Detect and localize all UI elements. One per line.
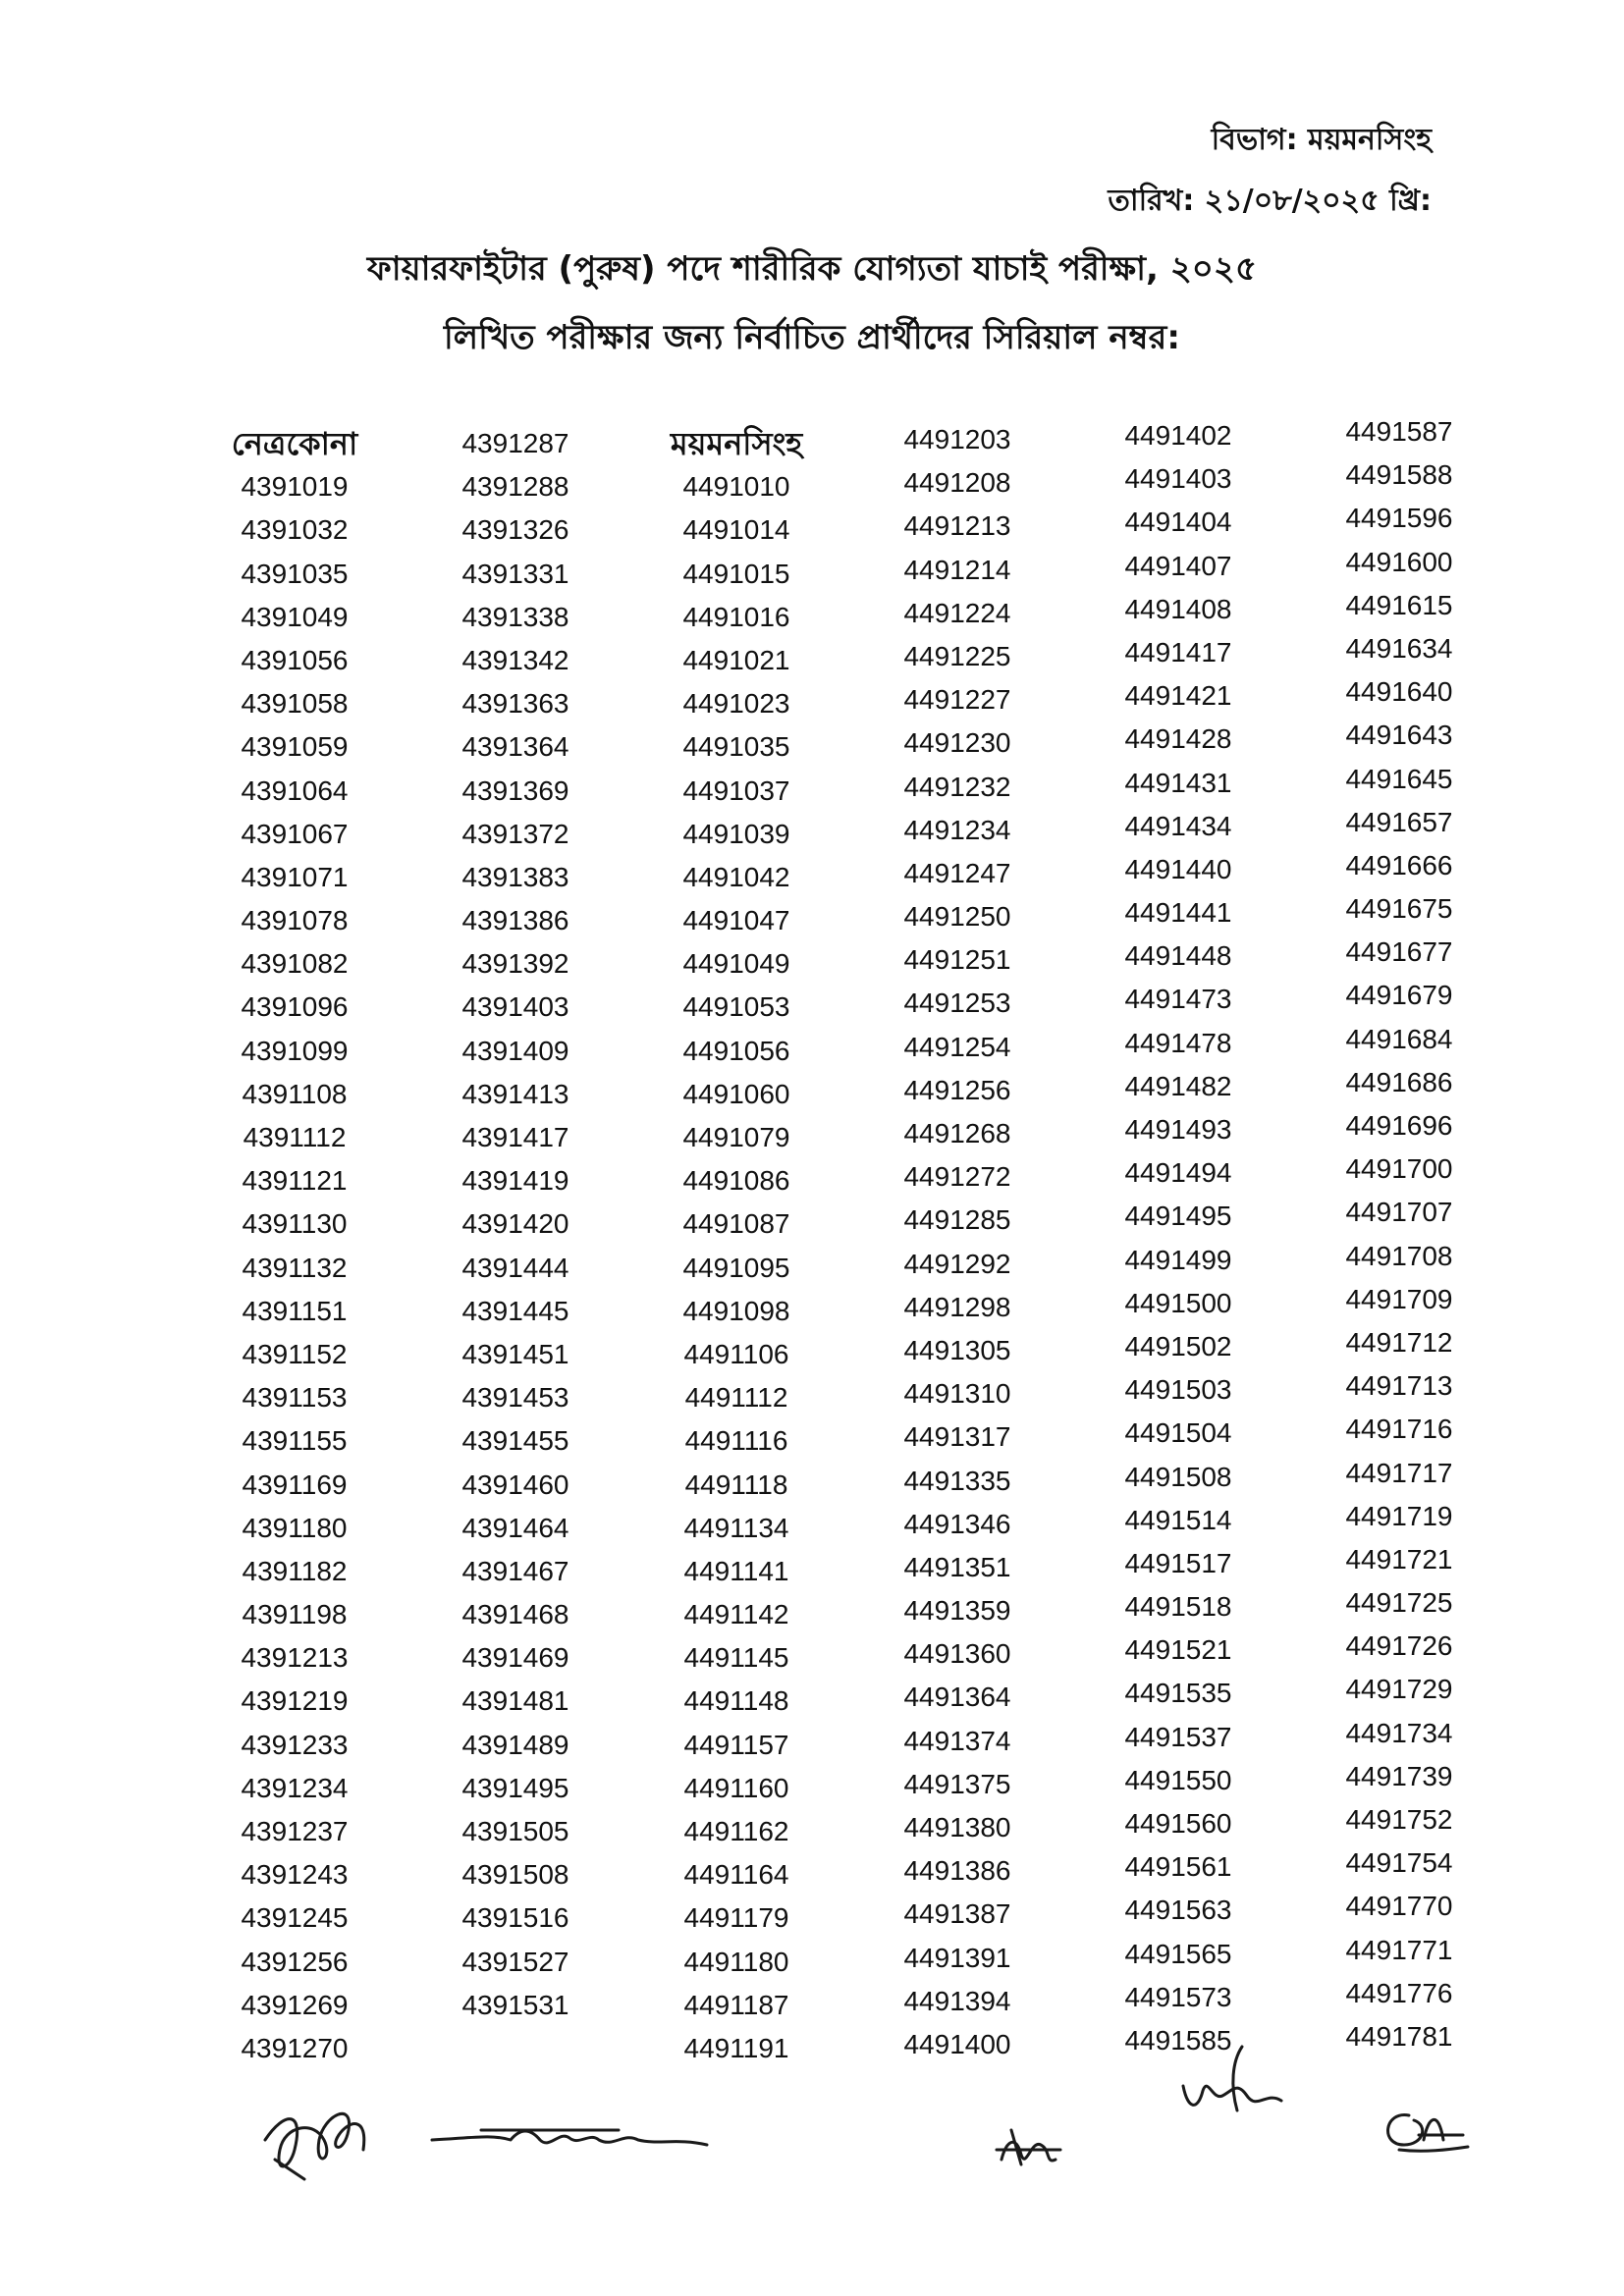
- serial-number: 4491473: [1124, 984, 1232, 1015]
- serial-number: 4491203: [903, 424, 1011, 454]
- serial-number: 4391331: [461, 558, 569, 589]
- serial-number: 4491600: [1345, 546, 1453, 577]
- serial-number: 4391417: [461, 1122, 569, 1152]
- serial-number: 4391444: [461, 1252, 569, 1283]
- serial-number: 4491164: [683, 1859, 789, 1891]
- serial-number: 4491407: [1124, 550, 1232, 581]
- serial-number: 4391372: [461, 818, 569, 849]
- serial-number: 4491310: [903, 1378, 1011, 1410]
- serial-number: 4491079: [682, 1122, 790, 1152]
- serial-number: 4491268: [903, 1118, 1011, 1148]
- serial-number: 4491448: [1124, 940, 1232, 972]
- serial-column-3: [628, 422, 844, 2070]
- serial-number: 4491098: [682, 1295, 790, 1326]
- page-title: ফায়ারফাইটার (পুরুষ) পদে শারীরিক যোগ্যতা যাচাই পরীক্ষা, ২০২৫: [366, 249, 1258, 289]
- serial-number: 4491478: [1124, 1027, 1232, 1058]
- serial-number: 4391369: [461, 774, 569, 806]
- serial-number: 4491039: [682, 818, 790, 849]
- serial-number: 4391288: [461, 471, 569, 503]
- serial-number: 4391363: [461, 688, 569, 720]
- serial-number: 4491500: [1124, 1287, 1232, 1318]
- serial-number: 4391019: [241, 471, 349, 503]
- serial-number: 4491716: [1345, 1414, 1453, 1445]
- serial-number: 4391132: [242, 1252, 348, 1283]
- serial-number: 4491060: [682, 1078, 790, 1109]
- serial-number: 4491037: [682, 774, 790, 806]
- serial-number: 4491771: [1345, 1934, 1453, 1965]
- serial-number: 4491514: [1124, 1504, 1232, 1535]
- serial-number: 4391245: [241, 1902, 349, 1934]
- serial-number: 4491247: [903, 857, 1011, 888]
- serial-number: 4391233: [241, 1729, 349, 1760]
- serial-number: 4491380: [903, 1812, 1011, 1842]
- serial-number: 4491292: [903, 1248, 1011, 1279]
- serial-number: 4491035: [682, 731, 790, 763]
- serial-number: 4491402: [1124, 420, 1232, 451]
- serial-number: 4391489: [461, 1729, 569, 1760]
- serial-number: 4491537: [1124, 1721, 1232, 1752]
- serial-number: 4491504: [1124, 1417, 1232, 1449]
- serial-number: 4391467: [461, 1555, 569, 1586]
- serial-number: 4491106: [683, 1338, 789, 1369]
- serial-number: 4391392: [461, 948, 569, 980]
- serial-number: 4491781: [1345, 2020, 1453, 2052]
- serial-number: 4491179: [683, 1902, 789, 1934]
- serial-number: 4491157: [683, 1729, 789, 1760]
- serial-number: 4491725: [1345, 1587, 1453, 1619]
- serial-column-6: [1291, 410, 1507, 2058]
- serial-number: 4491116: [684, 1425, 788, 1457]
- serial-number: 4491712: [1345, 1326, 1453, 1358]
- serial-number: 4391269: [241, 1989, 349, 2020]
- serial-number: 4391112: [243, 1122, 347, 1152]
- serial-number: 4491049: [682, 948, 790, 980]
- serial-number: 4491214: [903, 554, 1011, 585]
- serial-number: 4491493: [1124, 1114, 1232, 1145]
- serial-number: 4491719: [1345, 1500, 1453, 1531]
- serial-number: 4491440: [1124, 853, 1232, 884]
- serial-number: 4491709: [1345, 1283, 1453, 1314]
- serial-number: 4491588: [1345, 459, 1453, 491]
- serial-number: 4491232: [903, 771, 1011, 802]
- serial-number: 4391413: [461, 1078, 569, 1109]
- serial-number: 4491677: [1345, 936, 1453, 968]
- signature-4: [1173, 2042, 1301, 2130]
- serial-number: 4391531: [461, 1989, 569, 2020]
- serial-number: 4491016: [682, 601, 790, 632]
- serial-number: 4491208: [903, 467, 1011, 499]
- serial-number: 4391420: [461, 1208, 569, 1240]
- serial-number: 4491375: [903, 1768, 1011, 1799]
- division-label: বিভাগ: ময়মনসিংহ: [1211, 123, 1432, 157]
- serial-number: 4391338: [461, 601, 569, 632]
- serial-number: 4491042: [682, 861, 790, 892]
- serial-number: 4491285: [903, 1204, 1011, 1236]
- serial-number: 4491148: [683, 1685, 789, 1717]
- serial-number: 4491563: [1124, 1895, 1232, 1926]
- serial-number: 4391445: [461, 1295, 569, 1326]
- serial-number: 4491364: [903, 1682, 1011, 1713]
- serial-number: 4491317: [903, 1421, 1011, 1453]
- serial-number: 4491441: [1124, 897, 1232, 929]
- serial-number: 4391453: [461, 1382, 569, 1414]
- serial-number: 4491408: [1124, 593, 1232, 624]
- serial-number: 4491770: [1345, 1891, 1453, 1922]
- serial-number: 4491142: [683, 1599, 789, 1630]
- serial-number: 4391078: [241, 905, 349, 936]
- serial-number: 4391155: [242, 1425, 348, 1457]
- serial-number: 4491014: [682, 514, 790, 546]
- serial-number: 4391468: [461, 1599, 569, 1630]
- serial-number: 4391481: [461, 1685, 569, 1717]
- serial-number: 4491400: [903, 2028, 1011, 2059]
- serial-number: 4391219: [241, 1685, 349, 1717]
- serial-number: 4491056: [682, 1035, 790, 1066]
- serial-number: 4391455: [461, 1425, 569, 1457]
- serial-number: 4491503: [1124, 1374, 1232, 1406]
- serial-number: 4491708: [1345, 1240, 1453, 1271]
- serial-number: 4391403: [461, 991, 569, 1023]
- serial-number: 4491596: [1345, 503, 1453, 534]
- serial-number: 4391213: [241, 1642, 349, 1674]
- serial-number: 4391096: [241, 991, 349, 1023]
- serial-number: 4491403: [1124, 463, 1232, 495]
- serial-number: 4491573: [1124, 1981, 1232, 2012]
- serial-number: 4491615: [1345, 589, 1453, 620]
- serial-number: 4491360: [903, 1638, 1011, 1670]
- serial-number: 4491585: [1124, 2024, 1232, 2056]
- serial-number: 4491141: [683, 1555, 789, 1586]
- serial-number: 4491739: [1345, 1760, 1453, 1791]
- serial-number: 4391056: [241, 644, 349, 675]
- serial-number: 4491754: [1345, 1847, 1453, 1879]
- serial-number: 4491713: [1345, 1370, 1453, 1402]
- serial-number: 4391198: [242, 1599, 348, 1630]
- serial-number: 4391460: [461, 1468, 569, 1500]
- serial-number: 4491560: [1124, 1808, 1232, 1839]
- serial-number: 4391099: [241, 1035, 349, 1066]
- serial-number: 4491298: [903, 1291, 1011, 1322]
- signature-2: [422, 2110, 717, 2169]
- serial-number: 4391464: [461, 1512, 569, 1543]
- district-heading: নেত্রকোনা: [231, 425, 358, 462]
- serial-number: 4491254: [903, 1031, 1011, 1062]
- serial-number: 4491434: [1124, 810, 1232, 841]
- serial-number: 4391516: [461, 1902, 569, 1934]
- serial-number: 4491253: [903, 988, 1011, 1019]
- serial-number: 4491696: [1345, 1110, 1453, 1141]
- serial-number: 4491550: [1124, 1764, 1232, 1795]
- serial-number: 4491134: [683, 1512, 789, 1543]
- serial-number: 4491404: [1124, 507, 1232, 538]
- serial-column-5: [1070, 414, 1286, 2062]
- serial-number: 4491431: [1124, 767, 1232, 798]
- serial-column-1: [187, 422, 403, 2070]
- serial-number: 4491417: [1124, 636, 1232, 667]
- serial-number: 4491112: [684, 1382, 788, 1414]
- serial-number: 4391032: [241, 514, 349, 546]
- serial-number: 4391169: [242, 1468, 348, 1500]
- serial-number: 4391237: [241, 1816, 349, 1846]
- serial-number: 4491394: [903, 1985, 1011, 2016]
- serial-number: 4391287: [461, 428, 569, 458]
- serial-number: 4491305: [903, 1334, 1011, 1365]
- serial-number: 4491346: [903, 1508, 1011, 1539]
- serial-number: 4391243: [241, 1859, 349, 1891]
- serial-number: 4491230: [903, 727, 1011, 759]
- serial-number: 4491224: [903, 597, 1011, 628]
- serial-number: 4491565: [1124, 1938, 1232, 1969]
- signature-1: [245, 2081, 383, 2189]
- serial-number: 4491335: [903, 1465, 1011, 1496]
- serial-number: 4491684: [1345, 1023, 1453, 1054]
- serial-number: 4491118: [684, 1468, 788, 1500]
- serial-number: 4491053: [682, 991, 790, 1023]
- serial-number: 4391495: [461, 1772, 569, 1803]
- serial-column-4: [849, 418, 1065, 2066]
- serial-number: 4491160: [683, 1772, 789, 1803]
- serial-number: 4391151: [242, 1295, 348, 1326]
- serial-number: 4491086: [682, 1165, 790, 1197]
- serial-number: 4491351: [903, 1551, 1011, 1582]
- serial-number: 4391130: [242, 1208, 348, 1240]
- serial-number: 4391071: [241, 861, 349, 892]
- serial-number: 4491679: [1345, 980, 1453, 1011]
- serial-number: 4491499: [1124, 1244, 1232, 1275]
- serial-number: 4391064: [241, 774, 349, 806]
- serial-number: 4491561: [1124, 1851, 1232, 1883]
- serial-number: 4491640: [1345, 676, 1453, 708]
- serial-number: 4491021: [682, 644, 790, 675]
- serial-number: 4491643: [1345, 720, 1453, 751]
- serial-number: 4491502: [1124, 1330, 1232, 1362]
- serial-number: 4491387: [903, 1898, 1011, 1930]
- serial-number: 4491726: [1345, 1630, 1453, 1662]
- serial-number: 4491421: [1124, 680, 1232, 712]
- serial-number: 4491666: [1345, 849, 1453, 881]
- serial-number: 4491180: [683, 1946, 789, 1977]
- serial-number: 4491721: [1345, 1543, 1453, 1575]
- serial-number: 4491521: [1124, 1634, 1232, 1666]
- serial-number: 4391082: [241, 948, 349, 980]
- serial-number: 4491213: [903, 510, 1011, 542]
- serial-number: 4491657: [1345, 806, 1453, 837]
- page-subtitle: লিখিত পরীক্ষার জন্য নির্বাচিত প্রার্থীদের সিরিয়াল নম্বর:: [444, 318, 1180, 357]
- serial-number: 4491234: [903, 814, 1011, 845]
- serial-number: 4491227: [903, 684, 1011, 716]
- serial-number: 4391505: [461, 1816, 569, 1846]
- serial-number: 4391364: [461, 731, 569, 763]
- serial-number: 4491587: [1345, 416, 1453, 447]
- signature-5: [1370, 2096, 1478, 2164]
- serial-column-2: [407, 422, 623, 2027]
- serial-number: 4391451: [461, 1338, 569, 1369]
- serial-number: 4491010: [682, 471, 790, 503]
- serial-number: 4391108: [242, 1078, 348, 1109]
- serial-number: 4491191: [683, 2032, 789, 2063]
- serial-number: 4391067: [241, 818, 349, 849]
- serial-number: 4391326: [461, 514, 569, 546]
- serial-number: 4491095: [682, 1252, 790, 1283]
- serial-number: 4491250: [903, 901, 1011, 933]
- serial-number: 4491482: [1124, 1070, 1232, 1101]
- serial-number: 4491675: [1345, 893, 1453, 925]
- date-label: তারিখ: ২১/০৮/২০২৫ খ্রি:: [1108, 184, 1432, 218]
- serial-number: 4391342: [461, 644, 569, 675]
- serial-number: 4491495: [1124, 1201, 1232, 1232]
- serial-number: 4491700: [1345, 1153, 1453, 1185]
- serial-number: 4491087: [682, 1208, 790, 1240]
- serial-number: 4491256: [903, 1074, 1011, 1105]
- serial-number: 4391409: [461, 1035, 569, 1066]
- serial-number: 4391234: [241, 1772, 349, 1803]
- serial-number: 4491272: [903, 1161, 1011, 1193]
- serial-number: 4491508: [1124, 1461, 1232, 1492]
- serial-number: 4491752: [1345, 1804, 1453, 1835]
- serial-number: 4491047: [682, 905, 790, 936]
- serial-number: 4391121: [242, 1165, 348, 1197]
- serial-number: 4491428: [1124, 723, 1232, 755]
- district-heading: ময়মনসিংহ: [670, 425, 803, 462]
- serial-number: 4491517: [1124, 1547, 1232, 1578]
- serial-number: 4491374: [903, 1725, 1011, 1756]
- serial-number: 4391256: [241, 1946, 349, 1977]
- serial-number: 4491645: [1345, 763, 1453, 794]
- serial-number: 4491225: [903, 640, 1011, 671]
- serial-number: 4491729: [1345, 1674, 1453, 1705]
- serial-number: 4491187: [683, 1989, 789, 2020]
- serial-number: 4491707: [1345, 1197, 1453, 1228]
- serial-number: 4391059: [241, 731, 349, 763]
- serial-number: 4491776: [1345, 1977, 1453, 2008]
- serial-number: 4391152: [242, 1338, 348, 1369]
- serial-number: 4491494: [1124, 1157, 1232, 1189]
- signature-3: [982, 2110, 1070, 2179]
- serial-number: 4391508: [461, 1859, 569, 1891]
- serial-number: 4391270: [241, 2032, 349, 2063]
- serial-number: 4491391: [903, 1942, 1011, 1973]
- serial-number: 4491251: [903, 944, 1011, 976]
- serial-number: 4491535: [1124, 1678, 1232, 1709]
- serial-number: 4491015: [682, 558, 790, 589]
- serial-number: 4391153: [242, 1382, 348, 1414]
- serial-number: 4491518: [1124, 1591, 1232, 1623]
- serial-number: 4491145: [683, 1642, 789, 1674]
- serial-number: 4491717: [1345, 1457, 1453, 1488]
- serial-number: 4491634: [1345, 632, 1453, 664]
- serial-number: 4491386: [903, 1855, 1011, 1887]
- serial-number: 4391383: [461, 861, 569, 892]
- serial-number: 4491162: [683, 1816, 789, 1846]
- serial-number: 4391419: [461, 1165, 569, 1197]
- serial-number: 4391527: [461, 1946, 569, 1977]
- serial-number: 4391058: [241, 688, 349, 720]
- serial-number: 4391469: [461, 1642, 569, 1674]
- serial-number: 4491734: [1345, 1717, 1453, 1748]
- serial-number: 4391035: [241, 558, 349, 589]
- serial-number-grid: [187, 416, 1473, 2081]
- serial-number: 4491023: [682, 688, 790, 720]
- serial-number: 4391180: [242, 1512, 348, 1543]
- serial-number: 4391182: [242, 1555, 348, 1586]
- serial-number: 4391049: [241, 601, 349, 632]
- serial-number: 4391386: [461, 905, 569, 936]
- serial-number: 4491686: [1345, 1066, 1453, 1097]
- serial-number: 4491359: [903, 1595, 1011, 1627]
